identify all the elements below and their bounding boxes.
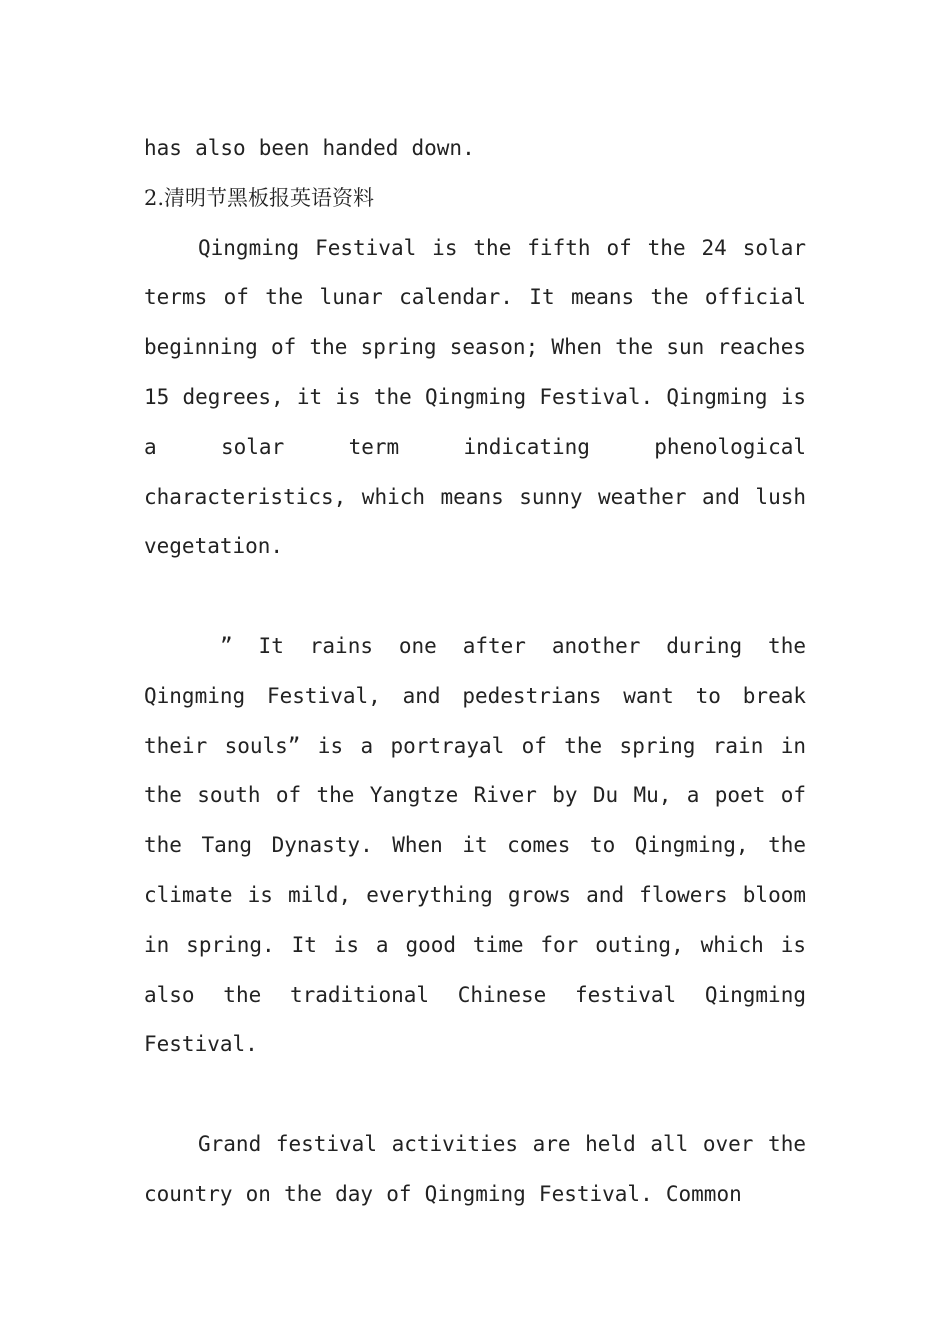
- paragraph-festival-activities: Grand festival activities are held all over the country on the day of Qingming Festival. Common: [144, 1131, 806, 1206]
- paragraph-solar-term: Qingming Festival is the fifth of the 24 solar terms of the lunar calendar. It means the official beginning of the spring season; When the sun reaches 15 degrees, it is the Qingming Festival. Qingming is a solar term indicating phenological characteristics, which means sunny weather and lush vegetation.: [144, 235, 806, 559]
- section-heading: 2.清明节黑板报英语资料: [144, 185, 375, 210]
- carryover-line: has also been handed down.: [144, 136, 475, 160]
- paragraph-gap: [144, 572, 806, 622]
- paragraph-gap: [144, 1070, 806, 1120]
- paragraph-du-mu-poem: ” It rains one after another during the Qingming Festival, and pedestrians want to break their souls” is a portrayal of the spring rain in the south of the Yangtze River by Du Mu, a poet of the Tang Dynasty. When it comes to Qingming, the climate is mild, everything grows and flowers bloom in spring. It is a good time for outing, which is also the traditional Chinese festival Qingming Festival.: [144, 633, 806, 1057]
- document-body: [144, 124, 806, 1220]
